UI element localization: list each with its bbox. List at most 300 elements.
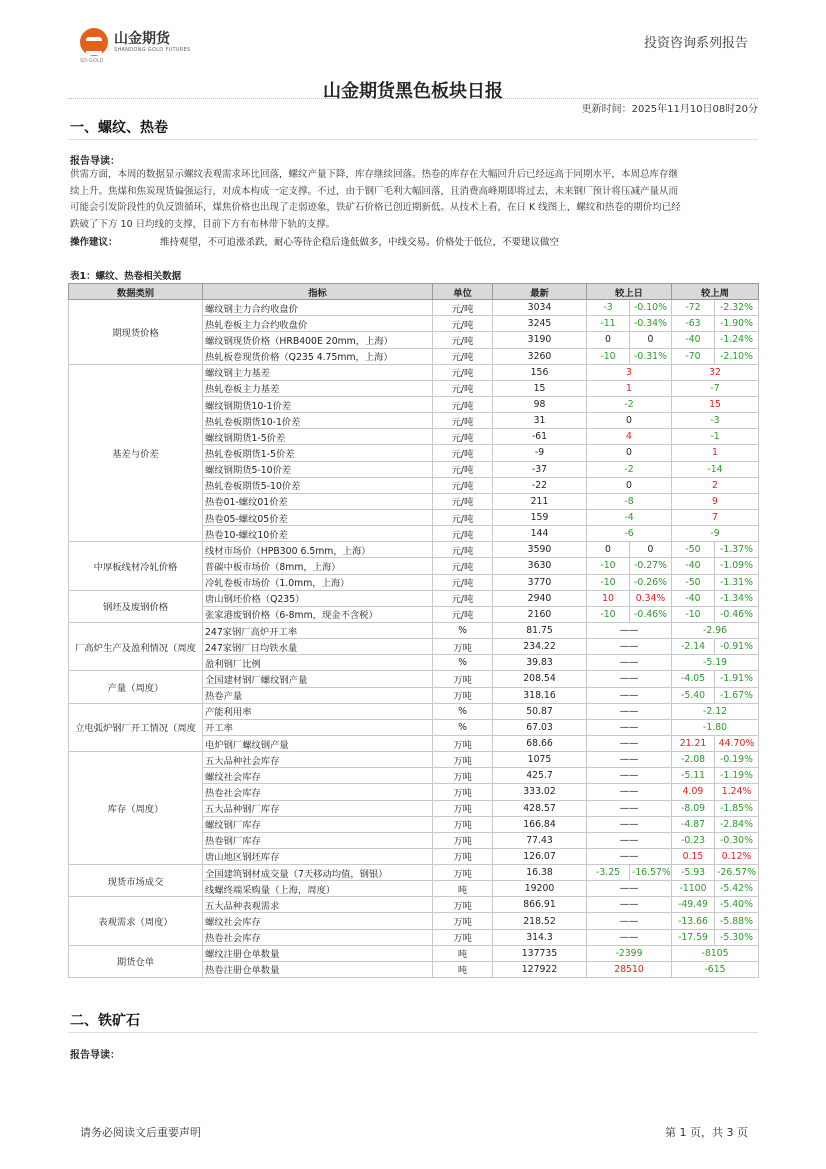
- page-number: 第 1 页，共 3 页: [665, 1126, 748, 1139]
- unit-cell: %: [433, 719, 493, 735]
- divider: [68, 1032, 758, 1033]
- week-change-cell: -50: [672, 574, 715, 590]
- unit-cell: 万吨: [433, 897, 493, 913]
- indicator-cell: 螺纹钢期货5-10价差: [203, 461, 433, 477]
- indicator-cell: 热卷社会库存: [203, 784, 433, 800]
- latest-cell: 126.07: [493, 848, 587, 864]
- day-change-cell: 4: [587, 429, 672, 445]
- week-change-cell: -1.80: [672, 719, 759, 735]
- day-change-cell: 0: [587, 445, 672, 461]
- table-caption: 表1：螺纹、热卷相关数据: [70, 271, 182, 282]
- week-change-pct-cell: 44.70%: [715, 735, 759, 751]
- week-change-cell: -1100: [672, 881, 715, 897]
- table-row: [69, 590, 759, 606]
- category-cell: 库存（周度）: [69, 752, 203, 865]
- latest-cell: 3034: [493, 300, 587, 316]
- page-title: 山金期货黑色板块日报: [323, 81, 503, 102]
- week-change-cell: 0.15: [672, 848, 715, 864]
- day-change-cell: 0: [587, 542, 630, 558]
- week-change-cell: -2.96: [672, 622, 759, 638]
- indicator-cell: 热卷注册仓单数量: [203, 961, 433, 977]
- indicator-cell: 唐山钢坯价格（Q235）: [203, 590, 433, 606]
- week-change-cell: -7: [672, 380, 759, 396]
- unit-cell: 元/吨: [433, 477, 493, 493]
- week-change-cell: -70: [672, 348, 715, 364]
- indicator-cell: 247家钢厂高炉开工率: [203, 622, 433, 638]
- day-change-cell: 0: [587, 332, 630, 348]
- table-row: [69, 897, 759, 913]
- guide-line: 可能会引发阶段性的负反馈循环，煤焦价格也出现了走弱迹象，铁矿石价格已创近期新低。从技术上看，在日 K 线图上，螺纹和热卷的期价均已经: [70, 202, 681, 213]
- indicator-cell: 热卷钢厂库存: [203, 832, 433, 848]
- latest-cell: 218.52: [493, 913, 587, 929]
- latest-cell: 1075: [493, 752, 587, 768]
- indicator-cell: 热卷产量: [203, 687, 433, 703]
- divider: [68, 139, 758, 140]
- unit-cell: 元/吨: [433, 348, 493, 364]
- unit-cell: %: [433, 703, 493, 719]
- week-change-cell: -49.49: [672, 897, 715, 913]
- day-change-cell: ——: [587, 719, 672, 735]
- indicator-cell: 螺纹钢厂库存: [203, 816, 433, 832]
- day-change-cell: ——: [587, 687, 672, 703]
- indicator-cell: 螺纹社会库存: [203, 768, 433, 784]
- indicator-cell: 冷轧卷板市场价（1.0mm，上海）: [203, 574, 433, 590]
- indicator-cell: 螺纹钢主力基差: [203, 364, 433, 380]
- day-change-cell: ——: [587, 768, 672, 784]
- unit-cell: 元/吨: [433, 606, 493, 622]
- indicator-cell: 开工率: [203, 719, 433, 735]
- week-change-pct-cell: -5.88%: [715, 913, 759, 929]
- indicator-cell: 螺纹钢现货价格（HRB400E 20mm，上海）: [203, 332, 433, 348]
- day-change-cell: ——: [587, 622, 672, 638]
- guide-line: 跌破了下方 10 日均线的支撑，目前下方有布林带下轨的支撑。: [70, 218, 336, 230]
- latest-cell: 19200: [493, 881, 587, 897]
- week-change-pct-cell: -1.91%: [715, 671, 759, 687]
- latest-cell: 425.7: [493, 768, 587, 784]
- day-change-cell: -11: [587, 316, 630, 332]
- latest-cell: 137735: [493, 945, 587, 961]
- indicator-cell: 五大品种表观需求: [203, 897, 433, 913]
- col-header: 较上周: [672, 284, 759, 300]
- week-change-cell: -0.23: [672, 832, 715, 848]
- day-change-pct-cell: -0.46%: [630, 606, 672, 622]
- day-change-cell: ——: [587, 752, 672, 768]
- week-change-pct-cell: -1.24%: [715, 332, 759, 348]
- unit-cell: 万吨: [433, 929, 493, 945]
- unit-cell: 元/吨: [433, 332, 493, 348]
- week-change-cell: -5.19: [672, 655, 759, 671]
- table-row: [69, 542, 759, 558]
- indicator-cell: 线螺终端采购量（上海，周度）: [203, 881, 433, 897]
- indicator-cell: 螺纹钢主力合约收盘价: [203, 300, 433, 316]
- latest-cell: 16.38: [493, 865, 587, 881]
- update-time: 更新时间：2025年11月10日08时20分: [581, 104, 758, 115]
- day-change-cell: 28510: [587, 961, 672, 977]
- week-change-pct-cell: -1.09%: [715, 558, 759, 574]
- logo-sub: SD-GOLD: [80, 58, 104, 64]
- unit-cell: 元/吨: [433, 461, 493, 477]
- unit-cell: 万吨: [433, 800, 493, 816]
- indicator-cell: 全国建材钢厂螺纹钢产量: [203, 671, 433, 687]
- latest-cell: 3590: [493, 542, 587, 558]
- table-row: [69, 945, 759, 961]
- unit-cell: 万吨: [433, 848, 493, 864]
- week-change-pct-cell: 1.24%: [715, 784, 759, 800]
- week-change-pct-cell: -5.42%: [715, 881, 759, 897]
- unit-cell: 万吨: [433, 784, 493, 800]
- week-change-cell: -72: [672, 300, 715, 316]
- week-change-pct-cell: -0.46%: [715, 606, 759, 622]
- day-change-cell: ——: [587, 832, 672, 848]
- week-change-pct-cell: -1.85%: [715, 800, 759, 816]
- day-change-cell: -3: [587, 300, 630, 316]
- week-change-pct-cell: -5.40%: [715, 897, 759, 913]
- unit-cell: 万吨: [433, 687, 493, 703]
- latest-cell: 81.75: [493, 622, 587, 638]
- week-change-cell: 32: [672, 364, 759, 380]
- week-change-pct-cell: -2.32%: [715, 300, 759, 316]
- latest-cell: 314.3: [493, 929, 587, 945]
- unit-cell: 元/吨: [433, 493, 493, 509]
- company-logo: [80, 28, 190, 56]
- latest-cell: 77.43: [493, 832, 587, 848]
- day-change-pct-cell: 0: [630, 542, 672, 558]
- week-change-pct-cell: -1.34%: [715, 590, 759, 606]
- section-heading-iron-ore: 二、铁矿石: [70, 1013, 140, 1029]
- col-header: 指标: [203, 284, 433, 300]
- category-cell: 期货仓单: [69, 945, 203, 977]
- day-change-cell: -2: [587, 461, 672, 477]
- table-row: [69, 865, 759, 881]
- week-change-pct-cell: -1.37%: [715, 542, 759, 558]
- unit-cell: 元/吨: [433, 542, 493, 558]
- latest-cell: 2940: [493, 590, 587, 606]
- week-change-cell: -63: [672, 316, 715, 332]
- day-change-cell: ——: [587, 671, 672, 687]
- latest-cell: 156: [493, 364, 587, 380]
- week-change-cell: -13.66: [672, 913, 715, 929]
- unit-cell: 万吨: [433, 913, 493, 929]
- indicator-cell: 全国建筑钢材成交量（7天移动均值，钢银）: [203, 865, 433, 881]
- day-change-cell: -3.25: [587, 865, 630, 881]
- unit-cell: 元/吨: [433, 429, 493, 445]
- table-row: [69, 752, 759, 768]
- day-change-cell: 10: [587, 590, 630, 606]
- unit-cell: 元/吨: [433, 413, 493, 429]
- day-change-cell: 0: [587, 477, 672, 493]
- indicator-cell: 热轧卷板主力合约收盘价: [203, 316, 433, 332]
- logo-english: SHANDONG GOLD FUTURES: [114, 46, 191, 53]
- indicator-cell: 盈利钢厂比例: [203, 655, 433, 671]
- latest-cell: 15: [493, 380, 587, 396]
- week-change-cell: -40: [672, 558, 715, 574]
- indicator-cell: 螺纹钢期货10-1价差: [203, 396, 433, 412]
- day-change-cell: ——: [587, 848, 672, 864]
- indicator-cell: 唐山地区钢坯库存: [203, 848, 433, 864]
- category-cell: 立电弧炉钢厂开工情况（周度: [69, 703, 203, 751]
- day-change-cell: ——: [587, 784, 672, 800]
- week-change-cell: -10: [672, 606, 715, 622]
- day-change-cell: -8: [587, 493, 672, 509]
- week-change-pct-cell: -1.90%: [715, 316, 759, 332]
- category-cell: 基差与价差: [69, 364, 203, 542]
- week-change-cell: -615: [672, 961, 759, 977]
- week-change-cell: 7: [672, 509, 759, 525]
- guide-line: 续上升。焦煤和焦炭现货偏强运行，对成本构成一定支撑。不过，由于钢厂毛利大幅回落，且消费高峰期即将过去，未来钢厂预计将压减产量从而: [70, 185, 679, 197]
- week-change-pct-cell: -1.67%: [715, 687, 759, 703]
- logo-icon: [80, 28, 108, 56]
- latest-cell: -9: [493, 445, 587, 461]
- table-row: [69, 671, 759, 687]
- day-change-cell: -2399: [587, 945, 672, 961]
- unit-cell: 万吨: [433, 639, 493, 655]
- week-change-cell: -5.40: [672, 687, 715, 703]
- week-change-cell: -1: [672, 429, 759, 445]
- op-text: 维持观望，不可追涨杀跌，耐心等待企稳后逢低做多，中线交易。价格处于低位，不要建议做空: [160, 237, 560, 248]
- unit-cell: 吨: [433, 961, 493, 977]
- unit-cell: 万吨: [433, 816, 493, 832]
- latest-cell: 31: [493, 413, 587, 429]
- data-table: [68, 283, 759, 978]
- indicator-cell: 五大品种钢厂库存: [203, 800, 433, 816]
- latest-cell: 3245: [493, 316, 587, 332]
- unit-cell: 元/吨: [433, 509, 493, 525]
- day-change-cell: -10: [587, 606, 630, 622]
- day-change-pct-cell: -0.31%: [630, 348, 672, 364]
- latest-cell: 234.22: [493, 639, 587, 655]
- indicator-cell: 线材市场价（HPB300 6.5mm，上海）: [203, 542, 433, 558]
- category-cell: 厂高炉生产及盈利情况（周度: [69, 622, 203, 670]
- week-change-cell: -2.08: [672, 752, 715, 768]
- unit-cell: 元/吨: [433, 558, 493, 574]
- week-change-cell: 21.21: [672, 735, 715, 751]
- latest-cell: -22: [493, 477, 587, 493]
- unit-cell: 元/吨: [433, 380, 493, 396]
- report-series: 投资咨询系列报告: [643, 36, 748, 51]
- indicator-cell: 张家港废钢价格（6-8mm，现金不含税）: [203, 606, 433, 622]
- day-change-pct-cell: -0.26%: [630, 574, 672, 590]
- week-change-cell: 15: [672, 396, 759, 412]
- divider: [68, 98, 758, 99]
- day-change-pct-cell: -0.34%: [630, 316, 672, 332]
- table-row: [69, 300, 759, 316]
- unit-cell: 万吨: [433, 832, 493, 848]
- week-change-cell: -4.05: [672, 671, 715, 687]
- latest-cell: 166.84: [493, 816, 587, 832]
- week-change-cell: -5.11: [672, 768, 715, 784]
- unit-cell: 元/吨: [433, 300, 493, 316]
- day-change-cell: ——: [587, 897, 672, 913]
- indicator-cell: 热轧卷板期货5-10价差: [203, 477, 433, 493]
- unit-cell: 吨: [433, 881, 493, 897]
- day-change-cell: ——: [587, 913, 672, 929]
- day-change-cell: 0: [587, 413, 672, 429]
- table-row: [69, 703, 759, 719]
- unit-cell: 元/吨: [433, 590, 493, 606]
- latest-cell: 144: [493, 526, 587, 542]
- day-change-pct-cell: -0.10%: [630, 300, 672, 316]
- unit-cell: 元/吨: [433, 574, 493, 590]
- unit-cell: 万吨: [433, 671, 493, 687]
- day-change-cell: -10: [587, 558, 630, 574]
- week-change-cell: -40: [672, 590, 715, 606]
- day-change-cell: ——: [587, 881, 672, 897]
- latest-cell: 159: [493, 509, 587, 525]
- day-change-pct-cell: 0: [630, 332, 672, 348]
- col-header: 数据类别: [69, 284, 203, 300]
- day-change-cell: 3: [587, 364, 672, 380]
- week-change-cell: -9: [672, 526, 759, 542]
- latest-cell: 866.91: [493, 897, 587, 913]
- col-header: 最新: [493, 284, 587, 300]
- unit-cell: 元/吨: [433, 316, 493, 332]
- op-label: 操作建议：: [70, 237, 118, 248]
- logo-name: 山金期货: [114, 30, 170, 47]
- latest-cell: 98: [493, 396, 587, 412]
- category-cell: 钢坯及废钢价格: [69, 590, 203, 622]
- day-change-cell: ——: [587, 639, 672, 655]
- table-row: [69, 364, 759, 380]
- unit-cell: 元/吨: [433, 364, 493, 380]
- indicator-cell: 螺纹社会库存: [203, 913, 433, 929]
- guide-label: 报告导读：: [70, 1050, 120, 1061]
- latest-cell: 68.66: [493, 735, 587, 751]
- category-cell: 中厚板线材冷轧价格: [69, 542, 203, 590]
- week-change-pct-cell: -26.57%: [715, 865, 759, 881]
- latest-cell: 318.16: [493, 687, 587, 703]
- week-change-cell: 9: [672, 493, 759, 509]
- week-change-pct-cell: -2.84%: [715, 816, 759, 832]
- indicator-cell: 热卷01-螺纹01价差: [203, 493, 433, 509]
- section-heading-rebar: 一、螺纹、热卷: [70, 120, 168, 136]
- day-change-cell: 1: [587, 380, 672, 396]
- category-cell: 产量（周度）: [69, 671, 203, 703]
- indicator-cell: 热轧卷板主力基差: [203, 380, 433, 396]
- guide-label: 报告导读：: [70, 156, 120, 167]
- day-change-cell: ——: [587, 735, 672, 751]
- week-change-pct-cell: -1.31%: [715, 574, 759, 590]
- indicator-cell: 热卷05-螺纹05价差: [203, 509, 433, 525]
- day-change-cell: ——: [587, 655, 672, 671]
- unit-cell: 万吨: [433, 865, 493, 881]
- guide-text: [70, 167, 758, 233]
- day-change-cell: -10: [587, 574, 630, 590]
- indicator-cell: 螺纹注册仓单数量: [203, 945, 433, 961]
- week-change-cell: -8105: [672, 945, 759, 961]
- day-change-cell: -10: [587, 348, 630, 364]
- latest-cell: -61: [493, 429, 587, 445]
- week-change-cell: -2.14: [672, 639, 715, 655]
- week-change-cell: -40: [672, 332, 715, 348]
- latest-cell: 2160: [493, 606, 587, 622]
- day-change-cell: ——: [587, 800, 672, 816]
- day-change-cell: -6: [587, 526, 672, 542]
- week-change-cell: -8.09: [672, 800, 715, 816]
- day-change-pct-cell: 0.34%: [630, 590, 672, 606]
- day-change-cell: ——: [587, 816, 672, 832]
- latest-cell: -37: [493, 461, 587, 477]
- latest-cell: 428.57: [493, 800, 587, 816]
- latest-cell: 208.54: [493, 671, 587, 687]
- indicator-cell: 热轧卷板期货10-1价差: [203, 413, 433, 429]
- indicator-cell: 电炉钢厂螺纹钢产量: [203, 735, 433, 751]
- indicator-cell: 247家钢厂日均铁水量: [203, 639, 433, 655]
- unit-cell: %: [433, 622, 493, 638]
- latest-cell: 333.02: [493, 784, 587, 800]
- unit-cell: 万吨: [433, 752, 493, 768]
- day-change-pct-cell: -16.57%: [630, 865, 672, 881]
- week-change-pct-cell: -0.30%: [715, 832, 759, 848]
- unit-cell: 元/吨: [433, 445, 493, 461]
- week-change-cell: -14: [672, 461, 759, 477]
- day-change-cell: -4: [587, 509, 672, 525]
- unit-cell: 吨: [433, 945, 493, 961]
- unit-cell: 元/吨: [433, 526, 493, 542]
- day-change-cell: ——: [587, 703, 672, 719]
- week-change-pct-cell: -5.30%: [715, 929, 759, 945]
- col-header: 单位: [433, 284, 493, 300]
- week-change-pct-cell: 0.12%: [715, 848, 759, 864]
- latest-cell: 50.87: [493, 703, 587, 719]
- day-change-pct-cell: -0.27%: [630, 558, 672, 574]
- col-header: 较上日: [587, 284, 672, 300]
- indicator-cell: 热卷社会库存: [203, 929, 433, 945]
- week-change-cell: 2: [672, 477, 759, 493]
- latest-cell: 3190: [493, 332, 587, 348]
- indicator-cell: 普碳中板市场价（8mm，上海）: [203, 558, 433, 574]
- day-change-cell: ——: [587, 929, 672, 945]
- indicator-cell: 热轧卷板期货1-5价差: [203, 445, 433, 461]
- table-row: [69, 622, 759, 638]
- indicator-cell: 产能利用率: [203, 703, 433, 719]
- category-cell: 表观需求（周度）: [69, 897, 203, 945]
- category-cell: 期现货价格: [69, 300, 203, 365]
- operation-advice: [70, 234, 559, 248]
- week-change-cell: 4.09: [672, 784, 715, 800]
- indicator-cell: 五大品种社会库存: [203, 752, 433, 768]
- latest-cell: 211: [493, 493, 587, 509]
- week-change-pct-cell: -2.10%: [715, 348, 759, 364]
- week-change-cell: -17.59: [672, 929, 715, 945]
- week-change-cell: -4.87: [672, 816, 715, 832]
- footer-disclaimer: 请务必阅读文后重要声明: [80, 1126, 201, 1139]
- week-change-cell: -2.12: [672, 703, 759, 719]
- latest-cell: 3260: [493, 348, 587, 364]
- unit-cell: %: [433, 655, 493, 671]
- week-change-cell: -50: [672, 542, 715, 558]
- unit-cell: 万吨: [433, 735, 493, 751]
- guide-line: 供需方面，本周的数据显示螺纹表观需求环比回落，螺纹产量下降，库存继续回落。热卷的库存在大幅回升后已经远高于同期水平，本周总库存继: [70, 169, 679, 180]
- table-header: [69, 284, 759, 300]
- latest-cell: 127922: [493, 961, 587, 977]
- latest-cell: 39.83: [493, 655, 587, 671]
- indicator-cell: 热轧板卷现货价格（Q235 4.75mm，上海）: [203, 348, 433, 364]
- unit-cell: 元/吨: [433, 396, 493, 412]
- unit-cell: 万吨: [433, 768, 493, 784]
- indicator-cell: 热卷10-螺纹10价差: [203, 526, 433, 542]
- week-change-cell: 1: [672, 445, 759, 461]
- latest-cell: 67.03: [493, 719, 587, 735]
- category-cell: 现货市场成交: [69, 865, 203, 897]
- week-change-cell: -3: [672, 413, 759, 429]
- week-change-pct-cell: -0.91%: [715, 639, 759, 655]
- week-change-pct-cell: -0.19%: [715, 752, 759, 768]
- week-change-pct-cell: -1.19%: [715, 768, 759, 784]
- week-change-cell: -5.93: [672, 865, 715, 881]
- latest-cell: 3770: [493, 574, 587, 590]
- indicator-cell: 螺纹钢期货1-5价差: [203, 429, 433, 445]
- day-change-cell: -2: [587, 396, 672, 412]
